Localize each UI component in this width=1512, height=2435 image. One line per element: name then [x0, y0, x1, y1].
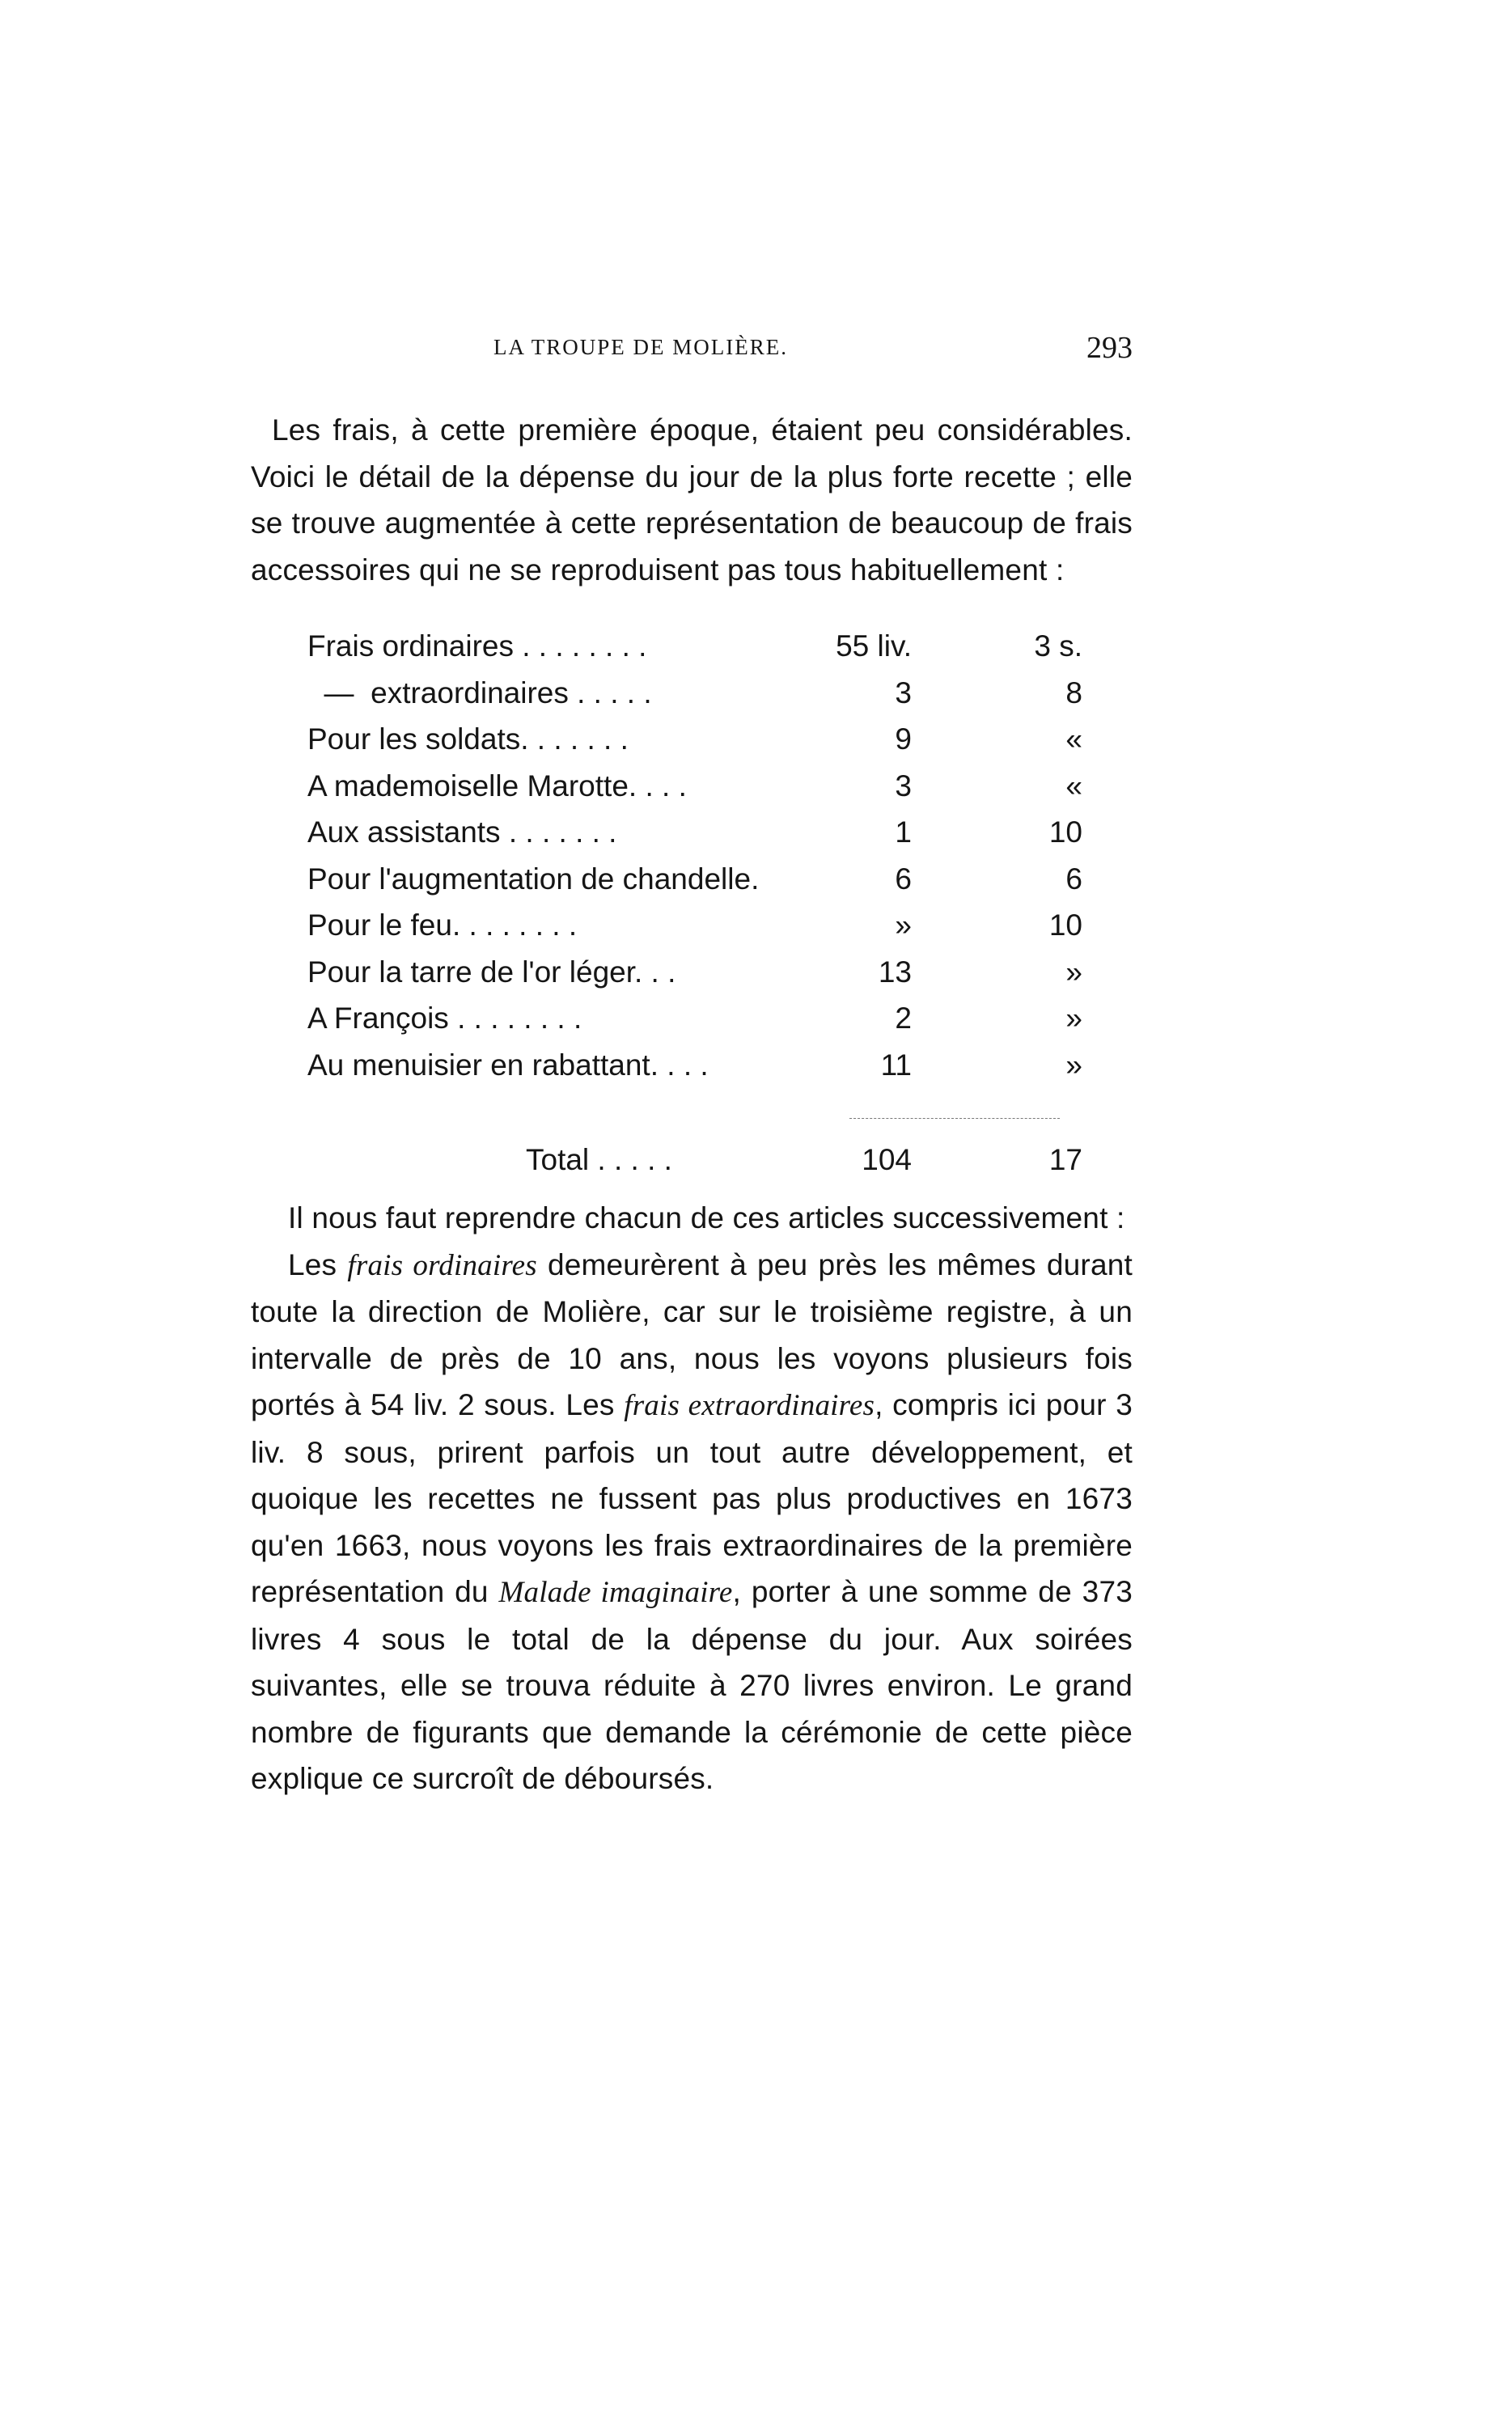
ledger-item-label: A François . . . . . . . . — [307, 1002, 582, 1035]
ledger-item-livres: 6 — [895, 862, 912, 896]
intro-paragraph: Les frais, à cette première époque, étaient peu considérables. Voici le détail de la dépense du jour de la plus forte recette ; elle se trouve augmentée à cette représentation de beaucoup de frais accessoires qui ne se reproduisent pas tous habituellement : — [251, 413, 1133, 587]
ledger-row — [307, 623, 1100, 670]
p2-middle-2: , compris ici pour 3 liv. 8 sous, prirent parfois un tout autre développement, et quoique les recettes ne fussent pas plus productives en 1673 qu'en 1663, nous voyons les frais extraordinaires de la première représentation du — [251, 1388, 1133, 1608]
ledger-item-label: Pour le feu. . . . . . . . — [307, 908, 578, 942]
ledger-item-label: Au menuisier en rabattant. . . . — [307, 1048, 709, 1082]
ledger-row — [307, 716, 1100, 763]
body-text — [251, 1195, 1133, 1802]
p2-middle-1: demeurèrent à peu près les mêmes durant toute la direction de Molière, car sur le troisième registre, à un intervalle de près de 10 ans, nous les voyons plusieurs fois portés à 54 liv. 2 sous. Les — [251, 1247, 1133, 1421]
ledger-item-label: A mademoiselle Marotte. . . . — [307, 769, 687, 802]
p2-italic-malade-imaginaire: Malade imaginaire — [498, 1576, 733, 1609]
ledger-item-livres: 13 — [878, 955, 912, 989]
p2-italic-frais-extraordinaires: frais extraordinaires — [624, 1389, 875, 1422]
ledger-item-sous: « — [1065, 722, 1082, 756]
ledger-item-sous: 6 — [1065, 862, 1082, 896]
ledger-item-label: — extraordinaires . . . . . — [307, 675, 652, 709]
ledger-item-sous: 8 — [1065, 675, 1082, 709]
ledger-item-sous: 3 s. — [1034, 629, 1082, 663]
ledger-item-livres: 2 — [895, 1002, 912, 1035]
ledger-item-sous: » — [1065, 955, 1082, 989]
p2-end: , porter à une somme de 373 livres 4 sous le total de la dépense du jour. Aux soirées suivantes, elle se trouva réduite à 270 livres environ. Le grand nombre de figurants que demande la cérémonie de cette pièce explique ce surcroît de déboursés. — [251, 1575, 1133, 1795]
ledger-item-label: Aux assistants . . . . . . . — [307, 815, 617, 849]
page-number: 293 — [1086, 331, 1133, 365]
total-liv: 104 — [862, 1143, 912, 1176]
ledger-row — [307, 763, 1100, 810]
ledger-item-livres: 11 — [880, 1048, 912, 1082]
ledger-item-label: Pour la tarre de l'or léger. . . — [307, 955, 676, 989]
ledger-item-livres: 1 — [895, 815, 912, 849]
ledger-item-livres: 3 — [895, 675, 912, 709]
sum-rule — [849, 1118, 1060, 1119]
body-paragraph-2 — [251, 1242, 1133, 1802]
ledger-rows — [307, 623, 1100, 1088]
ledger-item-livres: 55 liv. — [836, 629, 912, 663]
ledger-row — [307, 902, 1100, 949]
total-label: Total . . . . . — [526, 1143, 672, 1176]
ledger-row — [307, 949, 1100, 996]
ledger-item-label: Frais ordinaires . . . . . . . . — [307, 629, 647, 663]
ledger-item-livres: 3 — [895, 769, 912, 802]
ledger-row — [307, 1042, 1100, 1089]
ledger-total-row — [307, 1137, 1100, 1184]
ledger-row — [307, 670, 1100, 717]
ledger-item-livres: » — [895, 908, 912, 942]
ledger-item-sous: 10 — [1048, 815, 1082, 849]
ledger-item-sous: » — [1065, 1002, 1082, 1035]
ledger-item-label: Pour l'augmentation de chandelle. — [307, 862, 760, 896]
ledger-item-livres: 9 — [895, 722, 912, 756]
p2-start: Les — [288, 1247, 348, 1281]
page-header — [251, 330, 1133, 371]
ledger-item-label: Pour les soldats. . . . . . . — [307, 722, 629, 756]
ledger-item-sous: » — [1065, 1048, 1082, 1082]
running-head: LA TROUPE DE MOLIÈRE. — [493, 335, 788, 359]
ledger-row — [307, 856, 1100, 903]
p2-italic-frais-ordinaires: frais ordinaires — [347, 1248, 537, 1282]
expense-ledger — [307, 623, 1100, 1176]
ledger-item-sous: 10 — [1048, 908, 1082, 942]
ledger-item-sous: « — [1065, 769, 1082, 802]
ledger-row — [307, 809, 1100, 856]
total-sous: 17 — [1048, 1143, 1082, 1176]
ledger-row — [307, 995, 1100, 1042]
body-paragraph-1: Il nous faut reprendre chacun de ces articles successivement : — [288, 1201, 1125, 1234]
